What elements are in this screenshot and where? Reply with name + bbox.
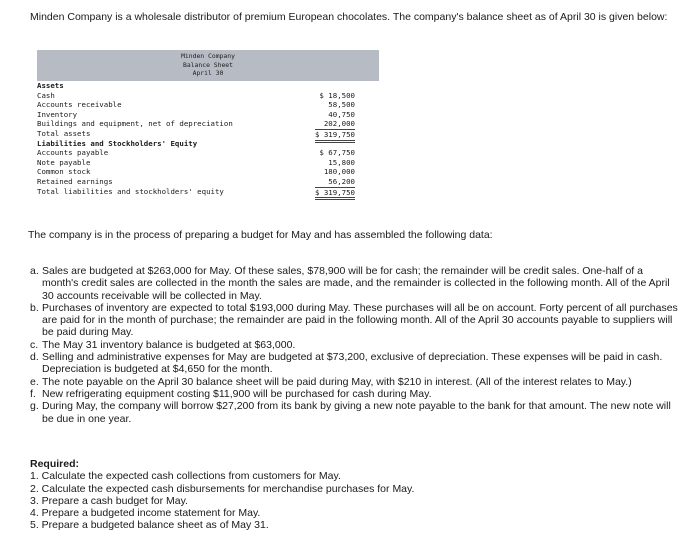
item-letter: a. (30, 265, 39, 277)
required-step: 2. Calculate the expected cash disbursements for merchandise purchases for May. (30, 482, 415, 495)
statement-title: Balance Sheet (182, 60, 234, 69)
item-text: Sales are budgeted at $263,000 for May. Of these sales, $78,900 will be for cash; the remainder will be credit sales. One-half of a month's credit sales are collected in the month the sales are made, and the remainder is collected in the following month. All of the April 30 accounts receivable will be collected in May. (42, 265, 670, 302)
list-item (30, 376, 680, 388)
list-item (30, 351, 680, 376)
list-item (30, 388, 680, 400)
item-letter: c. (30, 338, 39, 351)
required-step: 4. Prepare a budgeted income statement for May. (30, 507, 261, 520)
liability-value: 180,000 (323, 167, 355, 177)
liability-label: Accounts payable (37, 148, 109, 158)
intro-text: Minden Company is a wholesale distributor of premium European chocolates. The company's balance sheet as of April 30 is given below: (30, 11, 668, 23)
item-text: During May, the company will borrow $27,200 from its bank by giving a new note payable to the bank for that amount. The new note will be due in one year. (42, 400, 671, 425)
liability-label: Common stock (37, 167, 91, 177)
list-item (30, 339, 680, 351)
item-letter: d. (30, 351, 39, 364)
item-text: The May 31 inventory balance is budgeted at $63,000. (42, 338, 296, 351)
asset-label: Inventory (37, 109, 78, 119)
required-step: 3. Prepare a cash budget for May. (30, 494, 188, 507)
total-assets-label: Total assets (37, 128, 91, 138)
asset-value: 202,000 (323, 119, 355, 129)
liabilities-heading: Liabilities and Stockholders' Equity (37, 138, 198, 148)
asset-label: Cash (37, 90, 55, 100)
asset-value: $ 18,500 (319, 90, 355, 100)
asset-value: 58,500 (328, 100, 355, 110)
required-step: 5. Prepare a budgeted balance sheet as of May 31. (30, 519, 269, 532)
item-letter: f. (30, 387, 36, 400)
item-text: New refrigerating equipment costing $11,900 will be purchased for cash during May. (42, 387, 432, 400)
total-liabilities-value: $ 319,750 (315, 187, 355, 201)
item-letter: g. (30, 400, 39, 413)
budget-intro-text: The company is in the process of preparing a budget for May and has assembled the following data: (28, 229, 493, 241)
total-assets-value: $ 319,750 (315, 129, 355, 143)
list-item (30, 302, 680, 339)
required-heading: Required: (30, 458, 80, 470)
statement-date: April 30 (192, 69, 224, 78)
asset-label: Buildings and equipment, net of depreciation (37, 119, 233, 129)
liability-label: Retained earnings (37, 176, 113, 186)
liability-value: 15,800 (328, 157, 355, 167)
liability-label: Note payable (37, 157, 91, 167)
required-section (30, 458, 680, 532)
assets-heading: Assets (37, 81, 64, 90)
liability-value: $ 67,750 (319, 148, 355, 158)
item-text: Selling and administrative expenses for May are budgeted at $73,200, exclusive of depreciation. These expenses will be paid in cash. Depreciation is budgeted at $4,650 for the month. (42, 351, 663, 376)
asset-label: Accounts receivable (37, 100, 122, 110)
total-liabilities-label: Total liabilities and stockholders' equity (37, 186, 224, 196)
item-letter: b. (30, 301, 39, 314)
balance-sheet (37, 50, 379, 196)
item-text: The note payable on the April 30 balance sheet will be paid during May, with $210 in interest. (All of the interest relates to May.) (42, 375, 632, 388)
asset-value: 40,750 (328, 109, 355, 119)
liability-value: 56,200 (328, 176, 355, 186)
item-text: Purchases of inventory are expected to total $193,000 during May. These purchases will all be on account. Forty percent of all purchases are paid for in the month of purchase; the remainder are paid in the following month. All of the April 30 accounts payable to suppliers will be paid during May. (42, 301, 678, 339)
company-name: Minden Company (181, 52, 235, 60)
balance-sheet-header (37, 50, 379, 81)
list-item (30, 265, 680, 302)
list-item (30, 400, 680, 425)
required-step: 1. Calculate the expected cash collections from customers for May. (30, 470, 341, 483)
item-letter: e. (30, 375, 39, 388)
budget-data-list (30, 265, 680, 425)
